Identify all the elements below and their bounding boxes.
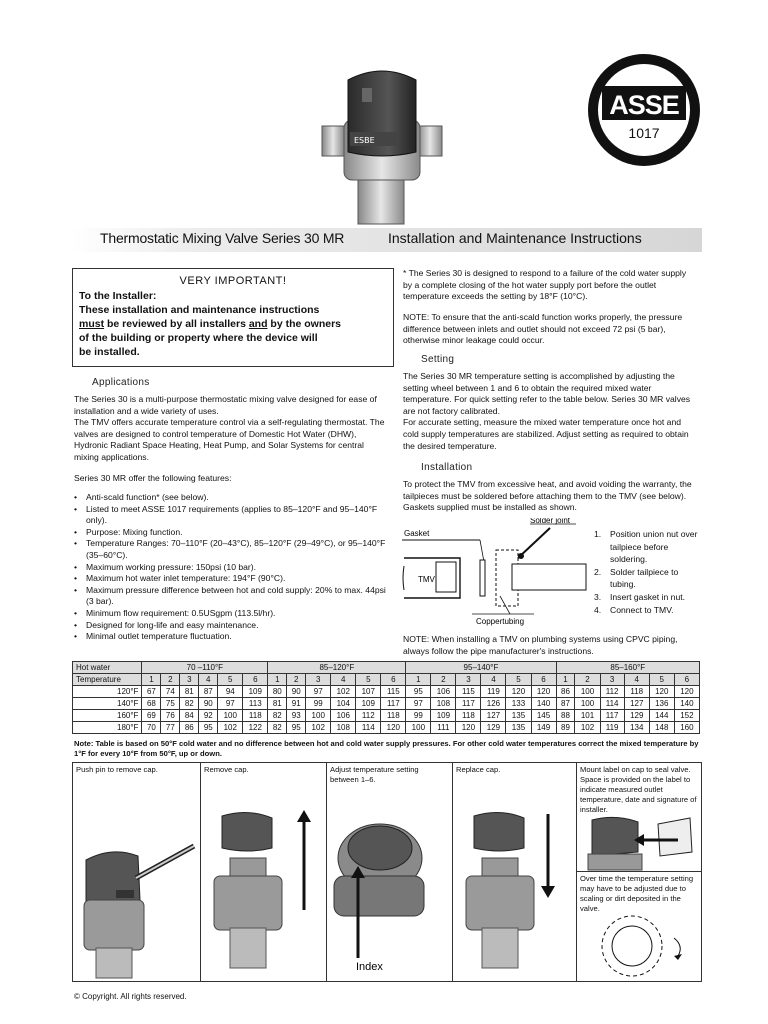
table-cell: 152 [674,710,699,722]
table-cell: 129 [481,722,506,734]
table-cell: 127 [624,698,649,710]
important-body [79,289,387,359]
applications-heading: Applications [92,377,150,388]
table-cell: 68 [142,698,161,710]
important-title: VERY IMPORTANT! [179,275,287,287]
table-cell: 149 [531,722,556,734]
table-note: Note: Table is based on 50°F cold water and no difference between hot and cold water supply pressures. For other cold water temperatures correct the mixed temperature by 1°F for every 10°F from 50°F, up or down. [74,739,699,758]
table-settings-row [73,674,700,686]
table-setting-header: 6 [381,674,406,686]
table-cell: 126 [481,698,506,710]
step-number: 3. [594,591,602,602]
table-row [73,698,700,710]
table-cell: 87 [199,686,218,698]
table-cell: 114 [356,722,381,734]
step-number: 1. [594,529,602,539]
table-cell: 136 [649,698,674,710]
table-cell: 118 [243,710,268,722]
step-2-illustration [204,810,326,980]
feature-item: • Maximum hot water inlet temperature: 194°F (90°C). [74,573,392,585]
table-setting-header: 5 [218,674,243,686]
table-cell: 89 [556,722,575,734]
table-header-row [73,662,700,674]
step-number: 4. [594,604,602,615]
table-cell: 108 [431,698,456,710]
table-hot-temp: 160°F [73,710,142,722]
step-text: Solder tailpiece to tubing. [610,566,679,590]
step-text: Connect to TMV. [610,604,674,615]
important-line: To the Installer: [79,290,157,302]
table-cell: 140 [674,698,699,710]
asse-badge-number: 1017 [628,125,660,141]
table-cell: 106 [431,686,456,698]
step-6-dial-illustration [588,912,698,978]
step-3-illustration [328,818,452,970]
installation-diagram [400,518,590,628]
table-cell: 95 [287,722,306,734]
feature-item: • Purpose: Mixing function. [74,527,392,539]
installation-text: To protect the TMV from excessive heat, and avoid voiding the warranty, the tailpieces must be soldered before attaching them to the TMV (see below). Gaskets supplied must be installed as shown. [403,479,692,513]
note-anti-scald: NOTE: To ensure that the anti-scald function works properly, the pressure difference between inlets and outlet should not exceed 72 psi (5 bar), otherwise minor leakage could occur. [403,312,683,346]
table-cell: 82 [268,722,287,734]
important-line: be installed. [79,346,140,358]
table-cell: 135 [506,710,531,722]
table-cell: 117 [600,710,624,722]
emphasis-must: must [79,318,105,330]
table-cell: 120 [381,722,406,734]
table-cell: 99 [406,710,431,722]
table-cell: 112 [600,686,624,698]
table-cell: 99 [306,698,331,710]
table-cell: 93 [287,710,306,722]
installation-step [594,604,704,617]
table-cell: 90 [287,686,306,698]
installation-step [594,591,704,604]
important-line [79,317,387,331]
table-cell: 118 [624,686,649,698]
table-cell: 118 [456,710,481,722]
table-cell: 82 [180,698,199,710]
table-cell: 100 [575,686,600,698]
applications-text [74,394,390,484]
table-setting-header: 4 [624,674,649,686]
table-setting-header: 3 [180,674,199,686]
step-text: Position union nut over tailpiece before soldering. [610,529,698,565]
table-cell: 112 [356,710,381,722]
table-setting-header: 6 [243,674,268,686]
table-cell: 95 [406,686,431,698]
table-range-header: 70 –110°F [142,662,268,674]
table-cell: 81 [268,698,287,710]
table-cell: 120 [649,686,674,698]
table-setting-header: 5 [649,674,674,686]
table-cell: 86 [180,722,199,734]
step-5-illustration [580,812,698,872]
setting-p2: For accurate setting, measure the mixed water temperature once hot and cold supply temperatures are stabilized. Adjust setting as required to obtain the desired temperature. [403,417,689,451]
step-1-text: Push pin to remove cap. [76,765,158,774]
features-intro: Series 30 MR offer the following features: [74,472,232,483]
table-cell: 102 [306,722,331,734]
table-cell: 133 [506,698,531,710]
table-cell: 148 [649,722,674,734]
table-setting-header: 6 [531,674,556,686]
table-cell: 67 [142,686,161,698]
table-setting-header: 3 [306,674,331,686]
installation-steps [594,528,704,616]
table-cell: 81 [180,686,199,698]
table-cell: 106 [331,710,356,722]
table-cell: 88 [556,710,575,722]
table-cell: 122 [243,722,268,734]
valve-brand-text: ESBE [354,136,375,145]
table-cell: 119 [600,722,624,734]
table-range-header: 85–160°F [556,662,699,674]
feature-item: • Listed to meet ASSE 1017 requirements (applies to 85–120°F and 95–140°F only). [74,504,392,527]
table-cell: 140 [531,698,556,710]
table-cell: 111 [431,722,456,734]
table-cell: 134 [624,722,649,734]
table-cell: 104 [331,698,356,710]
table-row [73,710,700,722]
step-1-illustration [76,820,198,980]
table-setting-header: 5 [506,674,531,686]
feature-item: • Temperature Ranges: 70–110°F (20–43°C), 85–120°F (29–49°C), or 95–140°F (35–60°C). [74,538,392,561]
diagram-solder-label: Solder joint [530,518,571,525]
table-setting-header: 5 [356,674,381,686]
table-hot-temp: 120°F [73,686,142,698]
step-4-illustration [456,810,578,980]
feature-item: • Anti-scald function* (see below). [74,492,392,504]
table-cell: 144 [649,710,674,722]
setting-text [403,371,697,452]
important-line: These installation and maintenance instructions [79,304,320,316]
table-setting-header: 4 [481,674,506,686]
asse-badge [586,52,702,168]
table-cell: 74 [161,686,180,698]
table-cell: 127 [481,710,506,722]
important-notice [72,268,394,367]
table-cell: 115 [456,686,481,698]
feature-item: • Maximum pressure difference between hot and cold supply: 20% to max. 44psi (3 bar). [74,585,392,608]
table-setting-header: 6 [674,674,699,686]
table-cell: 100 [218,710,243,722]
important-line: of the building or property where the device will [79,332,318,344]
table-cell: 100 [306,710,331,722]
product-title: Thermostatic Mixing Valve Series 30 MR [100,230,345,246]
table-setting-header: 4 [199,674,218,686]
table-setting-header: 1 [268,674,287,686]
table-cell: 113 [243,698,268,710]
table-cell: 77 [161,722,180,734]
table-setting-header: 1 [556,674,575,686]
table-cell: 92 [199,710,218,722]
note-cpvc: NOTE: When installing a TMV on plumbing systems using CPVC piping, always follow the pipe manufacturer's instructions. [403,634,678,656]
table-cell: 117 [381,698,406,710]
table-cell: 75 [161,698,180,710]
table-cell: 120 [674,686,699,698]
table-cell: 100 [575,698,600,710]
table-cell: 109 [431,710,456,722]
table-cell: 86 [556,686,575,698]
setting-heading: Setting [421,354,455,365]
table-cell: 108 [331,722,356,734]
table-cell: 94 [218,686,243,698]
temperature-table [72,661,700,734]
table-setting-header: 3 [456,674,481,686]
installation-step [594,528,704,566]
table-cell: 109 [243,686,268,698]
table-cell: 109 [356,698,381,710]
table-cell: 84 [180,710,199,722]
installation-step [594,566,704,591]
step-number: 2. [594,566,602,577]
table-cell: 95 [199,722,218,734]
table-cell: 102 [331,686,356,698]
table-cell: 129 [624,710,649,722]
table-cell: 114 [600,698,624,710]
feature-item: • Minimum flow requirement: 0.5USgpm (113.5l/hr). [74,608,392,620]
table-cell: 76 [161,710,180,722]
table-cell: 80 [268,686,287,698]
asse-badge-text: ASSE [609,90,679,120]
step-4-text: Replace cap. [456,765,501,774]
applications-p1: The Series 30 is a multi-purpose thermostatic mixing valve designed for ease of installation and a wide variety of uses. [74,394,377,416]
table-cell: 102 [218,722,243,734]
step-text: Insert gasket in nut. [610,591,685,602]
table-row [73,686,700,698]
emphasis-and: and [248,318,268,330]
step-6-text: Over time the temperature setting may have to be adjusted due to scaling or dirt deposited in the valve. [580,874,694,913]
table-range-header: 95–140°F [406,662,556,674]
table-cell: 82 [268,710,287,722]
table-cell: 120 [456,722,481,734]
table-cell: 118 [381,710,406,722]
table-cell: 160 [674,722,699,734]
table-cell: 145 [531,710,556,722]
features-list [74,492,392,643]
important-text: by the owners [267,318,342,330]
table-row-head: Temperature [73,674,142,686]
table-hot-temp: 180°F [73,722,142,734]
table-setting-header: 1 [142,674,161,686]
feature-item: • Designed for long-life and easy maintenance. [74,620,392,632]
table-setting-header: 2 [431,674,456,686]
table-cell: 69 [142,710,161,722]
doc-title: Installation and Maintenance Instructions [388,230,642,246]
diagram-copper-label: Coppertubing [476,617,525,626]
table-setting-header: 4 [331,674,356,686]
step-5-text: Mount label on cap to seal valve. Space is provided on the label to indicate measured outlet temperature, date and signature of installer. [580,765,697,814]
setting-p1: The Series 30 MR temperature setting is accomplished by adjusting the setting wheel between 1 and 6 to obtain the required mixed water temperature. For quick setting refer to the table below. Series 30 MR valves are not factory calibrated. [403,371,691,416]
table-cell: 97 [306,686,331,698]
table-row-head: Hot water [73,662,142,674]
index-label: Index [356,961,383,970]
table-cell: 87 [556,698,575,710]
table-cell: 91 [287,698,306,710]
table-cell: 135 [506,722,531,734]
installation-heading: Installation [421,462,473,473]
applications-p2: The TMV offers accurate temperature control via a self-regulating thermostat. The valves are designed to control temperature of Domestic Hot Water (DHW), Hydronic Radiant Space Heating, Heat Pump, and Solar Systems for central mixing applications. [74,417,385,462]
table-cell: 70 [142,722,161,734]
anti-scald-text: * The Series 30 is designed to respond to a failure of the cold water supply by a complete closing of the hot water supply port before the outlet temperature exceeds the setting by 18°F (10°C). [403,268,687,302]
valve-product-image [318,60,448,230]
step-2-text: Remove cap. [204,765,249,774]
table-setting-header: 2 [575,674,600,686]
table-cell: 97 [218,698,243,710]
diagram-gasket-label: Gasket [404,529,430,538]
table-cell: 115 [381,686,406,698]
table-cell: 90 [199,698,218,710]
important-text: be reviewed by all installers [104,318,249,330]
diagram-tmv-label: TMV [418,575,435,584]
table-cell: 107 [356,686,381,698]
table-cell: 101 [575,710,600,722]
table-setting-header: 1 [406,674,431,686]
table-cell: 117 [456,698,481,710]
table-cell: 102 [575,722,600,734]
table-setting-header: 2 [287,674,306,686]
table-cell: 120 [531,686,556,698]
copyright: © Copyright. All rights reserved. [74,992,187,1001]
table-cell: 100 [406,722,431,734]
table-cell: 120 [506,686,531,698]
table-setting-header: 2 [161,674,180,686]
feature-item: • Minimal outlet temperature fluctuation. [74,631,392,643]
step-3-text: Adjust temperature setting between 1–6. [330,765,419,784]
table-range-header: 85–120°F [268,662,406,674]
table-setting-header: 3 [600,674,624,686]
table-cell: 119 [481,686,506,698]
table-cell: 97 [406,698,431,710]
table-hot-temp: 140°F [73,698,142,710]
table-row [73,722,700,734]
feature-item: • Maximum working pressure: 150psi (10 bar). [74,562,392,574]
